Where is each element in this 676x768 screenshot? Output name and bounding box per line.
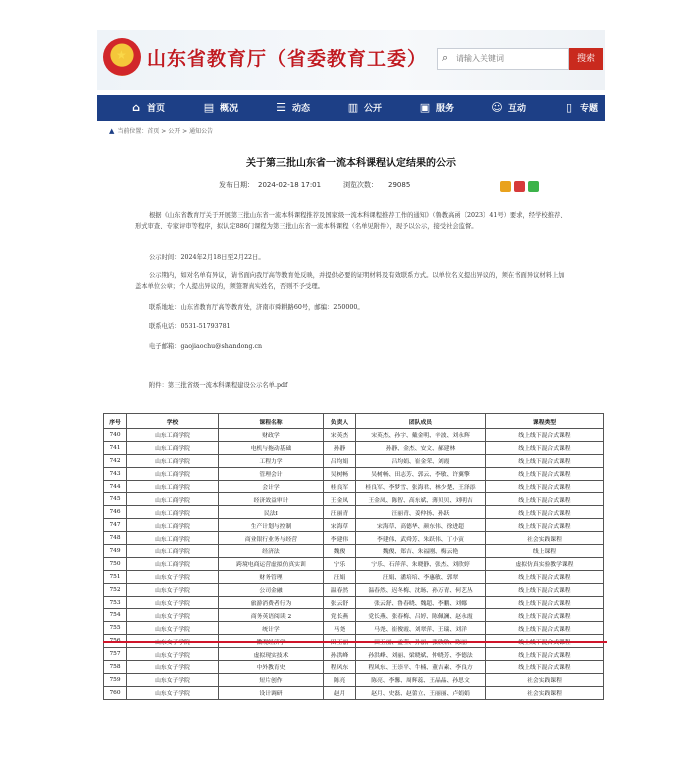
search-input[interactable]	[456, 50, 562, 66]
table-cell: 桂良军	[324, 480, 356, 493]
table-cell: 电机与拖动基础	[219, 441, 324, 454]
body-paragraph-1: 根据《山东省教育厅关于开展第三批山东省一流本科课程推荐及国家级一流本科课程推荐工作的通知》（鲁教高函〔2023〕41号）要求，经学校推荐、形式审查、专家评审等程序，拟认定886门课程为第三批山东省一流本科课程（名单见附件），现予以公示，接受社会监督。	[135, 212, 567, 230]
book-icon: ▥	[347, 101, 359, 114]
table-cell: 山东女子学院	[127, 596, 219, 609]
column-header: 序号	[104, 414, 127, 429]
table-cell: 张云舒	[324, 596, 356, 609]
table-cell: 741	[104, 441, 127, 454]
table-cell: 山东女子学院	[127, 570, 219, 583]
table-cell: 张云舒、鲁春晓、魏超、李鹏、刘娜	[356, 596, 486, 609]
table-cell: 宁乐、石萍萍、朱晓静、张杰、刘欣婷	[356, 557, 486, 570]
table-header-row	[104, 414, 604, 429]
table-cell: 线上线下混合式课程	[486, 441, 604, 454]
table-cell: 山东女子学院	[127, 673, 219, 686]
table-cell: 线上线下混合式课程	[486, 583, 604, 596]
column-header: 课程类型	[486, 414, 604, 429]
column-header: 团队成员	[356, 414, 486, 429]
table-cell: 马尧	[324, 622, 356, 635]
table-cell: 山东工商学院	[127, 441, 219, 454]
table-cell: 旅游消费者行为	[219, 596, 324, 609]
table-cell: 程风东、王崇平、牛楠、董吉素、李良方	[356, 661, 486, 674]
location-icon: ▲	[109, 127, 115, 135]
table-row	[104, 480, 604, 493]
table-cell: 汪丽青	[324, 506, 356, 519]
table-row	[104, 429, 604, 442]
search-icon: ⌕	[442, 51, 449, 64]
table-cell: 线上线下混合式课程	[486, 454, 604, 467]
table-cell: 线上线下混合式课程	[486, 609, 604, 622]
table-cell: 745	[104, 493, 127, 506]
table-cell: 线上线下混合式课程	[486, 570, 604, 583]
table-cell: 财政学	[219, 429, 324, 442]
nav-item-service[interactable]: ▣ 服务	[419, 95, 454, 121]
table-cell: 宋英杰、孙宇、戴金明、辛波、刘永辉	[356, 429, 486, 442]
table-cell: 742	[104, 454, 127, 467]
table-cell: 党长燕	[324, 609, 356, 622]
table-cell: 李建伟、武舜芳、朱跃伟、丁小寅	[356, 532, 486, 545]
table-cell: 经济效益审计	[219, 493, 324, 506]
table-cell: 会计学	[219, 480, 324, 493]
table-row	[104, 506, 604, 519]
table-cell: 线上线下混合式课程	[486, 480, 604, 493]
table-cell: 马尧、崔俊霞、刘翠萍、王瑞、刘洋	[356, 622, 486, 635]
table-cell: 山东女子学院	[127, 686, 219, 699]
table-cell: 统计学	[219, 622, 324, 635]
table-cell: 中外教育史	[219, 661, 324, 674]
table-cell: 750	[104, 557, 127, 570]
table-row	[104, 557, 604, 570]
table-body	[104, 429, 604, 700]
table-row	[104, 493, 604, 506]
site-title[interactable]: 山东省教育厅（省委教育工委）	[147, 48, 428, 70]
wechat-share-icon[interactable]	[528, 181, 539, 192]
nav-item-overview[interactable]: ▤ 概况	[203, 95, 238, 121]
table-cell: 程风东	[324, 661, 356, 674]
nav-item-open[interactable]: ▥ 公开	[347, 95, 382, 121]
nav-item-home[interactable]: ⌂ 首页	[130, 95, 165, 121]
table-cell: 758	[104, 661, 127, 674]
table-cell: 宋海草	[324, 519, 356, 532]
column-header: 课程名称	[219, 414, 324, 429]
table-cell: 山东工商学院	[127, 506, 219, 519]
table-cell: 线上线下混合式课程	[486, 661, 604, 674]
table-cell: 虚拟现实技术	[219, 648, 324, 661]
table-cell: 吴树畅	[324, 467, 356, 480]
article-title: 关于第三批山东省一流本科课程认定结果的公示	[246, 158, 456, 169]
table-row	[104, 673, 604, 686]
nav-item-topic[interactable]: ▯ 专题	[563, 95, 598, 121]
table-cell: 751	[104, 570, 127, 583]
home-icon: ⌂	[132, 101, 140, 114]
table-cell: 汪娟	[324, 570, 356, 583]
table-row	[104, 622, 604, 635]
table-cell: 孙洪峰	[324, 648, 356, 661]
table-cell: 748	[104, 532, 127, 545]
table-cell: 山东女子学院	[127, 609, 219, 622]
table-cell: 温春然	[324, 583, 356, 596]
overview-icon: ▤	[203, 101, 215, 114]
column-header: 学校	[127, 414, 219, 429]
table-cell: 760	[104, 686, 127, 699]
nav-item-interact[interactable]: ☺ 互动	[491, 95, 526, 121]
table-row	[104, 596, 604, 609]
table-cell: 陈亮	[324, 673, 356, 686]
table-cell: 孙静、金杰、安文、郝建林	[356, 441, 486, 454]
table-cell: 王金凤	[324, 493, 356, 506]
table-row	[104, 532, 604, 545]
table-cell: 赵月、史磊、赵蕾立、王丽丽、卢娟娟	[356, 686, 486, 699]
table-cell: 线上线下混合式课程	[486, 506, 604, 519]
table-cell: 工程力学	[219, 454, 324, 467]
table-cell: 线上线下混合式课程	[486, 493, 604, 506]
table-cell: 桂良军、李梦雪、张海君、林少楚、王泽添	[356, 480, 486, 493]
table-cell: 社会实践课程	[486, 673, 604, 686]
table-cell: 宋海草、高德华、颜东伟、徐进超	[356, 519, 486, 532]
table-cell: 王金凤、陈智、高东斌、薄贝贝、刘明吉	[356, 493, 486, 506]
table-row	[104, 661, 604, 674]
table-cell: 经济法	[219, 545, 324, 558]
table-row	[104, 519, 604, 532]
table-cell: 749	[104, 545, 127, 558]
table-cell: 短片创作	[219, 673, 324, 686]
table-cell: 赵月	[324, 686, 356, 699]
publish-date: 发布日期： 2024-02-18 17:01	[219, 181, 322, 189]
table-cell: 魏俊、郑吉、朱福刚、梅云艳	[356, 545, 486, 558]
table-cell: 宋英杰	[324, 429, 356, 442]
table-cell: 社会实践课程	[486, 686, 604, 699]
emblem-icon: ★	[103, 38, 141, 76]
table-cell: 753	[104, 596, 127, 609]
table-cell: 752	[104, 583, 127, 596]
table-row	[104, 545, 604, 558]
table-cell: 魏俊	[324, 545, 356, 558]
chat-icon: ☺	[491, 101, 503, 114]
table-cell: 公司金融	[219, 583, 324, 596]
table-cell: 生产计划与控制	[219, 519, 324, 532]
table-cell: 山东工商学院	[127, 454, 219, 467]
table-cell: 虚拟仿真实验教学课程	[486, 557, 604, 570]
table-cell: 吴树畅、田志芳、郭云、李敏、许翼擎	[356, 467, 486, 480]
search-box[interactable]	[437, 48, 569, 70]
table-cell: 757	[104, 648, 127, 661]
table-row	[104, 648, 604, 661]
table-cell: 线上线下混合式课程	[486, 622, 604, 635]
table-row	[104, 454, 604, 467]
table-cell: 755	[104, 622, 127, 635]
table-cell: 山东女子学院	[127, 622, 219, 635]
view-count: 浏览次数： 29085	[343, 181, 411, 189]
table-row	[104, 441, 604, 454]
contact-address: 联系地址：山东省教育厅高等教育处，济南市舜耕路60号，邮编：250000。	[149, 304, 364, 311]
table-cell: 汪丽青、姜仲扬、孙跃	[356, 506, 486, 519]
table-cell: 线上线下混合式课程	[486, 648, 604, 661]
main-nav	[97, 95, 605, 121]
table-cell: 宁乐	[324, 557, 356, 570]
nav-item-news[interactable]: ☰ 动态	[275, 95, 310, 121]
news-icon: ☰	[276, 101, 286, 114]
table-cell: 线上线下混合式课程	[486, 519, 604, 532]
webpage-screenshot	[97, 30, 605, 400]
body-paragraph-2: 公示时间：2024年2月18日至2月22日。	[149, 254, 265, 261]
table-row	[104, 686, 604, 699]
table-cell: 759	[104, 673, 127, 686]
table-cell: 740	[104, 429, 127, 442]
table-cell: 山东女子学院	[127, 583, 219, 596]
table-cell: 民法Ⅰ	[219, 506, 324, 519]
table-cell: 754	[104, 609, 127, 622]
table-cell: 陈亮、李馨、周辉蕊、王晶晶、孙思文	[356, 673, 486, 686]
table-cell: 山东工商学院	[127, 467, 219, 480]
table-cell: 山东女子学院	[127, 661, 219, 674]
table-cell: 社会实践课程	[486, 532, 604, 545]
service-icon: ▣	[419, 101, 431, 114]
table-cell: 山东工商学院	[127, 480, 219, 493]
table-cell: 线上线下混合式课程	[486, 596, 604, 609]
course-list-table	[103, 413, 603, 700]
table-row	[104, 467, 604, 480]
contact-email: 电子邮箱：gaojiaochu@shandong.cn	[149, 343, 263, 350]
table-cell: 管理会计	[219, 467, 324, 480]
table-cell: 山东工商学院	[127, 557, 219, 570]
table-cell: 山东工商学院	[127, 545, 219, 558]
table-cell: 党长燕、张春梅、吕婷、陈佩澜、赵永霞	[356, 609, 486, 622]
site-header	[97, 30, 605, 90]
table-row	[104, 583, 604, 596]
column-header: 负责人	[324, 414, 356, 429]
qzone-share-icon[interactable]	[500, 181, 511, 192]
table-cell: 线上线下混合式课程	[486, 429, 604, 442]
table-cell: 孙静	[324, 441, 356, 454]
table-cell: 李建伟	[324, 532, 356, 545]
table-cell: 财务管理	[219, 570, 324, 583]
table-cell: 线上课程	[486, 545, 604, 558]
red-underline-annotation	[103, 641, 607, 643]
share-icons	[500, 177, 542, 196]
search-button[interactable]: 搜索	[569, 48, 603, 70]
table-cell: 设计调研	[219, 686, 324, 699]
weibo-share-icon[interactable]	[514, 181, 525, 192]
table-cell: 746	[104, 506, 127, 519]
table-cell: 747	[104, 519, 127, 532]
table-row	[104, 609, 604, 622]
table-cell: 743	[104, 467, 127, 480]
table-row	[104, 570, 604, 583]
table-cell: 商业银行业务与经营	[219, 532, 324, 545]
table-cell: 汪娟、潘培培、李惠敏、郭翠	[356, 570, 486, 583]
table-cell: 山东工商学院	[127, 493, 219, 506]
table-cell: 吕均娟	[324, 454, 356, 467]
table-cell: 线上线下混合式课程	[486, 467, 604, 480]
table-cell: 山东工商学院	[127, 532, 219, 545]
table-cell: 山东女子学院	[127, 648, 219, 661]
table-cell: 744	[104, 480, 127, 493]
table-cell: 山东工商学院	[127, 429, 219, 442]
attachment-link[interactable]: 附件：第三批省级一流本科课程建设公示名单.pdf	[149, 382, 288, 389]
table-cell: 山东工商学院	[127, 519, 219, 532]
table-cell: 跨境电商运营虚拟仿真实训	[219, 557, 324, 570]
table-cell: 孙洪峰、刘丽、梁晓斌、仲晓芳、李德法	[356, 648, 486, 661]
body-paragraph-3: 公示期内，如对名单有异议，请书面向我厅高等教育处反映，并提供必要的证明材料及有效联系方式。以单位名义提出异议的，须在书面异议材料上加盖本单位公章；个人提出异议的，须签署真实姓名，否则不予受理。	[135, 272, 565, 290]
breadcrumb: ▲ 当前位置：首页 > 公开 > 通知公告	[109, 127, 214, 135]
contact-phone: 联系电话：0531-51793781	[149, 323, 231, 330]
table-cell: 商务英语阅读 2	[219, 609, 324, 622]
table-cell: 温春然、迟冬梅、沈旸、孙万青、何艺丛	[356, 583, 486, 596]
topic-icon: ▯	[565, 101, 573, 114]
table-cell: 吕均娟、崔金荣、刘霞	[356, 454, 486, 467]
